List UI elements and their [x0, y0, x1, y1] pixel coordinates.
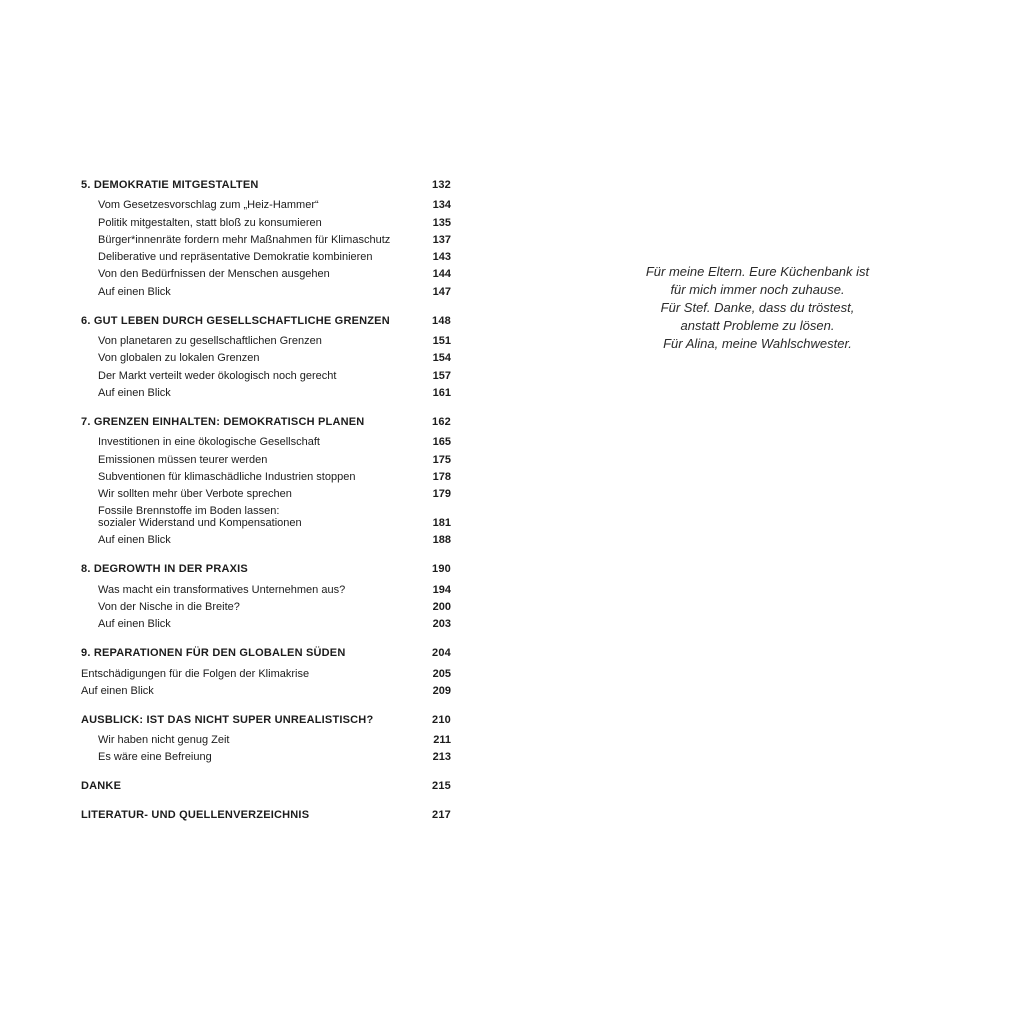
entry-title: Der Markt verteilt weder ökologisch noch gerecht [98, 369, 337, 382]
entry-title: Investitionen in eine ökologische Gesellschaft [98, 436, 320, 449]
dedication-line: für mich immer noch zuhause. [670, 282, 845, 298]
toc-entry [81, 266, 451, 283]
chapter-title: LITERATUR- UND QUELLENVERZEICHNIS [81, 809, 310, 822]
toc-entry [81, 284, 451, 301]
entry-page-number: 188 [432, 534, 451, 547]
entry-page-number: 179 [432, 488, 451, 501]
toc-entry [81, 599, 451, 616]
table-of-contents [81, 177, 451, 836]
entry-page-number: 194 [432, 583, 451, 596]
toc-entry [81, 683, 451, 700]
toc-entry [81, 197, 451, 214]
dedication-line: Für Stef. Danke, dass du tröstest, [660, 300, 855, 316]
chapter-page-number: 148 [432, 314, 451, 327]
toc-entry [81, 616, 451, 633]
toc-chapter [81, 414, 451, 550]
entry-page-number: 200 [432, 601, 451, 613]
entry-title: Was macht ein transformatives Unternehmen aus? [98, 583, 346, 596]
toc-entry [81, 506, 451, 529]
toc-chapter-heading [81, 712, 451, 729]
entry-title: Deliberative und repräsentative Demokratie kombinieren [98, 251, 373, 264]
entry-page-number: 203 [432, 618, 451, 631]
entry-page-number: 147 [432, 285, 451, 298]
toc-chapter-heading [81, 807, 451, 824]
chapter-page-number: 217 [432, 809, 451, 822]
entry-page-number: 178 [432, 470, 451, 483]
chapter-page-number: 190 [432, 563, 451, 576]
toc-entry [81, 333, 451, 350]
toc-chapter [81, 313, 451, 402]
toc-entry [81, 666, 451, 683]
entry-title: Fossile Brennstoffe im Boden lassen: sozialer Widerstand und Kompensationen [98, 505, 302, 529]
toc-entry [81, 350, 451, 367]
entry-page-number: 137 [432, 233, 451, 246]
toc-chapter-heading [81, 778, 451, 795]
entry-page-number: 213 [432, 751, 451, 764]
entry-title: Auf einen Blick [98, 618, 171, 631]
toc-chapter-heading [81, 414, 451, 431]
entry-title: Emissionen müssen teurer werden [98, 453, 268, 466]
toc-entry [81, 215, 451, 232]
entry-title: Vom Gesetzesvorschlag zum „Heiz-Hammer“ [98, 199, 319, 212]
entry-title: Von globalen zu lokalen Grenzen [98, 352, 260, 365]
toc-entry [81, 368, 451, 385]
toc-chapter [81, 561, 451, 633]
entry-title: Von den Bedürfnissen der Menschen ausgehen [98, 268, 330, 281]
chapter-title: DANKE [81, 780, 122, 793]
toc-entry [81, 469, 451, 486]
chapter-page-number: 215 [432, 780, 451, 793]
chapter-page-number: 204 [432, 647, 451, 660]
chapter-title: 9. REPARATIONEN FÜR DEN GLOBALEN SÜDEN [81, 647, 346, 660]
entry-page-number: 161 [432, 386, 451, 399]
entry-page-number: 209 [432, 684, 451, 697]
entry-title: Von der Nische in die Breite? [98, 601, 240, 613]
chapter-title: 8. DEGROWTH IN DER PRAXIS [81, 563, 248, 576]
toc-chapter-heading [81, 645, 451, 662]
entry-title: Auf einen Blick [98, 534, 171, 547]
entry-title: Entschädigungen für die Folgen der Klimakrise [81, 667, 310, 680]
dedication-line: anstatt Probleme zu lösen. [680, 318, 835, 334]
toc-chapter-heading [81, 313, 451, 330]
dedication-line: Für Alina, meine Wahlschwester. [663, 336, 852, 352]
toc-chapter [81, 645, 451, 700]
toc-entry [81, 385, 451, 402]
chapter-page-number: 162 [432, 415, 451, 428]
toc-entry [81, 486, 451, 503]
toc-chapter-heading [81, 177, 451, 194]
entry-title: Auf einen Blick [81, 684, 154, 697]
toc-entry [81, 232, 451, 249]
entry-title: Bürger*innenräte fordern mehr Maßnahmen für Klimaschutz [98, 233, 391, 246]
entry-title: Subventionen für klimaschädliche Industrien stoppen [98, 470, 356, 483]
entry-page-number: 144 [432, 268, 451, 281]
entry-title: Es wäre eine Befreiung [98, 751, 212, 764]
entry-page-number: 135 [432, 216, 451, 229]
entry-page-number: 175 [432, 453, 451, 466]
chapter-title: AUSBLICK: IST DAS NICHT SUPER UNREALISTISCH? [81, 713, 374, 726]
toc-entry [81, 582, 451, 599]
toc-entry [81, 249, 451, 266]
entry-page-number: 143 [432, 251, 451, 264]
entry-page-number: 151 [432, 335, 451, 348]
entry-page-number: 181 [432, 516, 451, 529]
toc-chapter [81, 778, 451, 795]
toc-entry [81, 732, 451, 749]
dedication-line: Für meine Eltern. Eure Küchenbank ist [645, 264, 870, 279]
toc-chapter-heading [81, 561, 451, 578]
entry-title: Auf einen Blick [98, 285, 171, 298]
chapter-page-number: 132 [432, 179, 451, 191]
entry-page-number: 134 [432, 199, 451, 212]
entry-page-number: 165 [432, 436, 451, 449]
entry-page-number: 205 [432, 667, 451, 680]
entry-page-number: 211 [433, 734, 451, 747]
entry-title: Wir haben nicht genug Zeit [98, 734, 230, 747]
toc-chapter [81, 712, 451, 767]
chapter-page-number: 210 [432, 713, 451, 726]
chapter-title: 6. GUT LEBEN DURCH GESELLSCHAFTLICHE GRENZEN [81, 314, 390, 327]
entry-page-number: 154 [432, 352, 451, 365]
toc-entry [81, 452, 451, 469]
toc-entry [81, 749, 451, 766]
entry-title: Von planetaren zu gesellschaftlichen Grenzen [98, 335, 322, 348]
dedication [600, 263, 915, 353]
entry-title: Politik mitgestalten, statt bloß zu konsumieren [98, 216, 322, 229]
toc-entry [81, 434, 451, 451]
entry-page-number: 157 [432, 369, 451, 382]
entry-title: Auf einen Blick [98, 386, 171, 399]
chapter-title: 5. DEMOKRATIE MITGESTALTEN [81, 179, 259, 191]
toc-entry [81, 532, 451, 549]
toc-chapter [81, 807, 451, 824]
toc-chapter [81, 177, 451, 301]
chapter-title: 7. GRENZEN EINHALTEN: DEMOKRATISCH PLANEN [81, 415, 365, 428]
entry-title: Wir sollten mehr über Verbote sprechen [98, 488, 292, 501]
